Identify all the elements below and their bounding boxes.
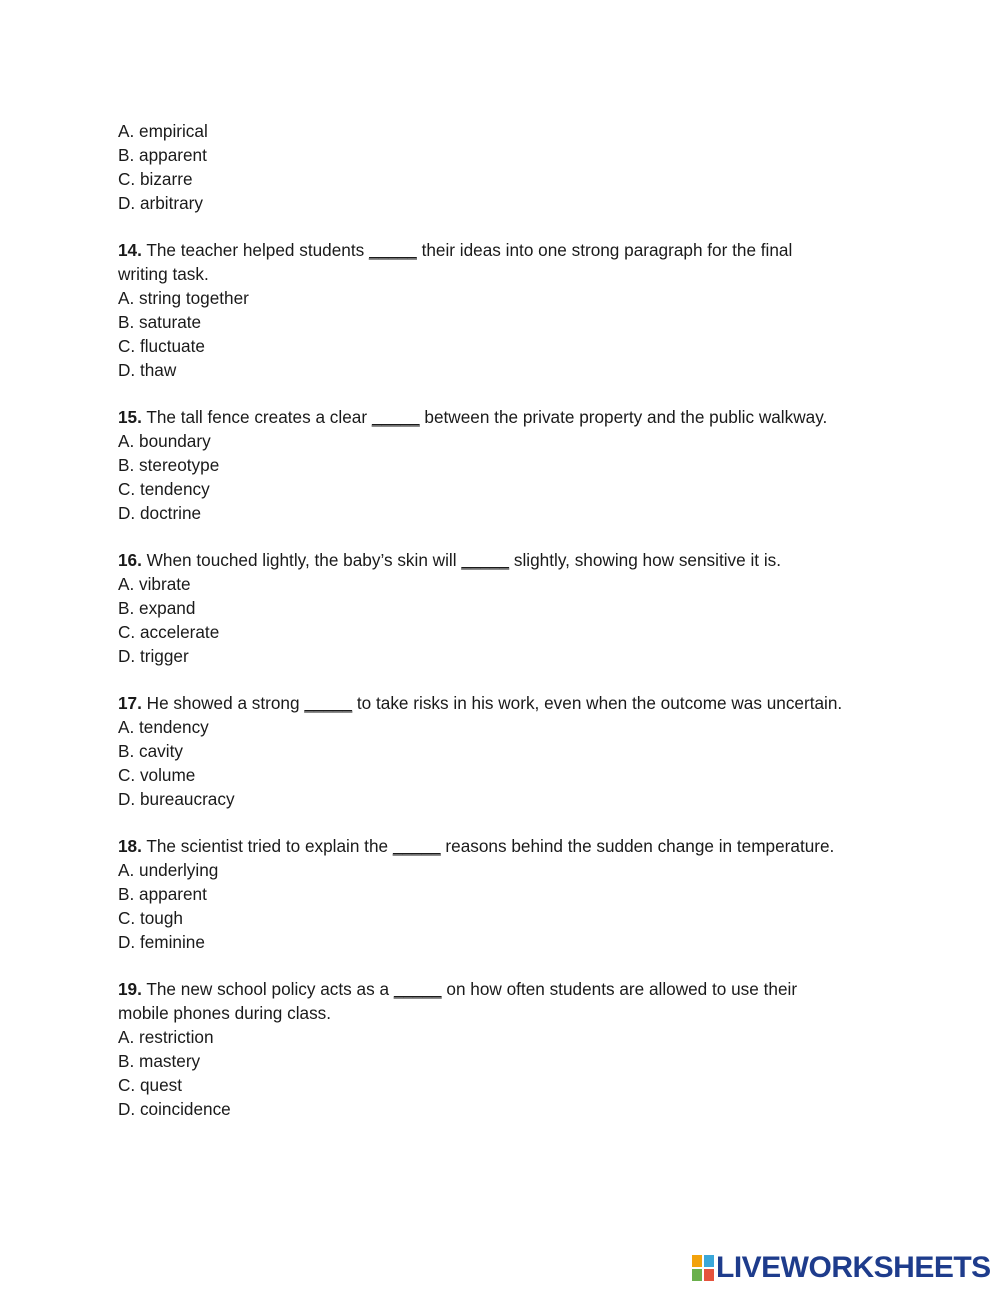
option: B. apparent xyxy=(118,145,207,165)
answer-blank[interactable]: _____ xyxy=(393,979,442,999)
carryover-options xyxy=(118,119,918,215)
option: D. coincidence xyxy=(118,1099,231,1119)
option: B. apparent xyxy=(118,884,207,904)
worksheet-page xyxy=(118,119,918,1121)
option: D. feminine xyxy=(118,932,205,952)
liveworksheets-logo[interactable] xyxy=(692,1252,991,1284)
question-number: 19. xyxy=(118,979,142,999)
option: A. underlying xyxy=(118,860,219,880)
answer-blank[interactable]: _____ xyxy=(392,836,441,856)
answer-blank[interactable]: _____ xyxy=(304,693,353,713)
option: B. saturate xyxy=(118,312,202,332)
question-14 xyxy=(118,238,918,382)
question-number: 14. xyxy=(118,240,142,260)
option: D. doctrine xyxy=(118,503,202,523)
question-19 xyxy=(118,977,918,1121)
question-text: 15. The tall fence creates a clear _____ between the private property and the public walkway. xyxy=(118,407,828,427)
option: A. boundary xyxy=(118,431,211,451)
answer-blank[interactable]: _____ xyxy=(371,407,420,427)
option: B. mastery xyxy=(118,1051,201,1071)
option: A. empirical xyxy=(118,121,208,141)
question-text: 18. The scientist tried to explain the _____ reasons behind the sudden change in temperature. xyxy=(118,836,835,856)
option: A. tendency xyxy=(118,717,209,737)
question-number: 18. xyxy=(118,836,142,856)
option: C. quest xyxy=(118,1075,183,1095)
option: C. volume xyxy=(118,765,196,785)
liveworksheets-logo-icon xyxy=(692,1255,714,1281)
option: D. arbitrary xyxy=(118,193,203,213)
question-17 xyxy=(118,691,918,811)
option: A. restriction xyxy=(118,1027,214,1047)
question-number: 17. xyxy=(118,693,142,713)
question-text: 14. The teacher helped students _____ their ideas into one strong paragraph for the final writing task. xyxy=(118,240,793,284)
question-number: 15. xyxy=(118,407,142,427)
logo-text: LIVEWORKSHEETS xyxy=(716,1251,991,1284)
question-18 xyxy=(118,834,918,954)
option: D. bureaucracy xyxy=(118,789,235,809)
answer-blank[interactable]: _____ xyxy=(461,550,510,570)
option: A. vibrate xyxy=(118,574,191,594)
option: C. tough xyxy=(118,908,183,928)
question-16 xyxy=(118,548,918,668)
question-text: 16. When touched lightly, the baby’s skin will _____ slightly, showing how sensitive it is. xyxy=(118,550,782,570)
option: B. stereotype xyxy=(118,455,220,475)
option: B. expand xyxy=(118,598,196,618)
option: C. accelerate xyxy=(118,622,220,642)
option: C. fluctuate xyxy=(118,336,205,356)
question-text: 17. He showed a strong _____ to take risks in his work, even when the outcome was uncertain. xyxy=(118,693,843,713)
option: D. trigger xyxy=(118,646,189,666)
answer-blank[interactable]: _____ xyxy=(369,240,417,260)
question-text: 19. The new school policy acts as a _____ on how often students are allowed to use their mobile phones during class. xyxy=(118,979,798,1023)
option: B. cavity xyxy=(118,741,183,761)
question-number: 16. xyxy=(118,550,142,570)
question-15 xyxy=(118,405,918,525)
option: D. thaw xyxy=(118,360,177,380)
option: A. string together xyxy=(118,288,249,308)
option: C. bizarre xyxy=(118,169,193,189)
option: C. tendency xyxy=(118,479,210,499)
